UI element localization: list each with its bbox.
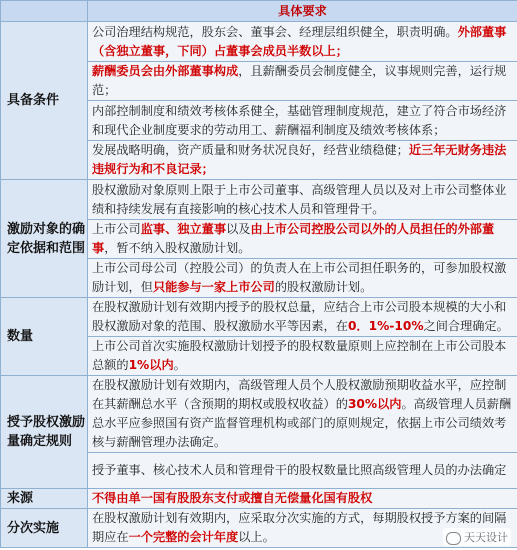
requirement-cell [88,220,517,259]
requirement-cell [88,298,517,337]
requirement-text: 内部控制制度和绩效考核体系健全，基础管理制度规范，建立了符合市场经济和现代企业制度要求的劳动用工、薪酬福利制度及绩效考核体系； [92,103,507,137]
highlight-text: 不得由单一国有股股东支付或擅自无偿量化国有股权 [92,491,373,505]
requirement-text: ，且薪酬委员会制度健全，议事规则完善，运行规范； [92,64,507,97]
highlight-text: 只能参与一家上市公司 [152,280,275,294]
requirement-text: 在股权激励计划有效期内，高级管理人员个人股权激励预期收益水平，应控制在其薪酬总水平（含预期的期权或股权收益）的 [92,378,507,411]
watermark-text: 天天设计 [464,531,508,544]
requirement-text: 以及 [226,222,251,236]
requirement-cell [88,62,517,101]
requirement-text: 在股权激励计划有效期内，应采取分次实施的方式，每期股权授予方案的间隔期应在 [92,511,507,544]
requirement-cell [88,101,517,141]
requirement-cell [88,453,517,489]
requirement-cell [88,141,517,180]
requirement-text: 。 [173,358,186,372]
highlight-text: 1%以内 [128,358,174,372]
requirement-cell [88,22,517,62]
requirement-text: 之间合理确定。 [423,319,509,333]
requirement-cell [88,180,517,220]
table-row [1,22,517,62]
highlight-text: 监事、独立董事 [140,222,227,236]
category-cell: 分次实施 [1,509,88,548]
table-body [1,22,517,548]
requirement-text: 上市公司首次实施股权激励计划授予的股权数量原则上应控制在上市公司股本总额的 [92,339,507,372]
table-row [1,180,517,220]
category-cell: 具备条件 [1,22,88,180]
highlight-text: 0．1%-10% [347,319,424,333]
highlight-text: 薪酬委员会由外部董事构成 [92,64,239,78]
requirement-cell [88,376,517,453]
watermark [443,528,511,546]
category-cell: 授予股权激励量确定规则 [1,376,88,489]
requirement-text: 公司治理结构规范，股东会、董事会、经理层组织健全，职责明确。 [92,24,458,39]
wechat-icon [446,532,461,545]
highlight-text: 一个完整的会计年度 [128,530,239,544]
requirement-cell [88,489,517,509]
requirement-text: 股权激励对象原则上限于上市公司董事、高级管理人员以及对上市公司整体业绩和持续发展有直接影响的核心技术人员和管理骨干。 [92,182,507,216]
highlight-text: 近三年无财务违法违规行为和不良记录； [92,143,507,176]
requirement-text: 。高级管理人员薪酬总水平应参照国有资产监督管理机构或部门的原则规定，依据上市公司绩效考核与薪酬管理办法确定。 [92,397,512,449]
category-cell: 数量 [1,298,88,376]
header-row [1,1,517,22]
requirement-text: 在股权激励计划有效期内授予的股权总量，应结合上市公司股本规模的大小和股权激励对象的范围、股权激励水平等因素，在 [92,300,507,333]
requirement-text: 的股权激励计划。 [274,280,373,294]
table-row [1,298,517,337]
category-cell: 激励对象的确定依据和范围 [1,180,88,298]
table-row [1,509,517,548]
requirement-text: 上市公司母公司（控股公司）的负责人在上市公司担任职务的，可参加股权激励计划，但 [92,261,507,294]
highlight-text: 外部董事（含独立董事，下同）占董事会成员半数以上； [92,24,507,58]
requirement-text: ，暂不纳入股权激励计划。 [104,241,251,255]
category-cell: 来源 [1,489,88,509]
header-title: 具体要求 [88,1,517,22]
requirement-cell [88,259,517,298]
requirement-text: 以上。 [238,530,275,544]
requirement-text: 授予董事、核心技术人员和管理骨干的股权数量比照高级管理人员的办法确定 [92,463,507,477]
requirement-cell [88,337,517,376]
requirement-text: 上市公司 [92,222,141,236]
table-row [1,376,517,453]
highlight-text: 30%以内 [347,397,402,411]
header-blank-cell [1,1,88,22]
highlight-text: 由上市公司控股公司以外的人员担任的外部董事 [92,222,495,255]
table-row [1,489,517,509]
requirement-text: 发展战略明确，资产质量和财务状况良好，经营业绩稳健； [92,143,409,157]
